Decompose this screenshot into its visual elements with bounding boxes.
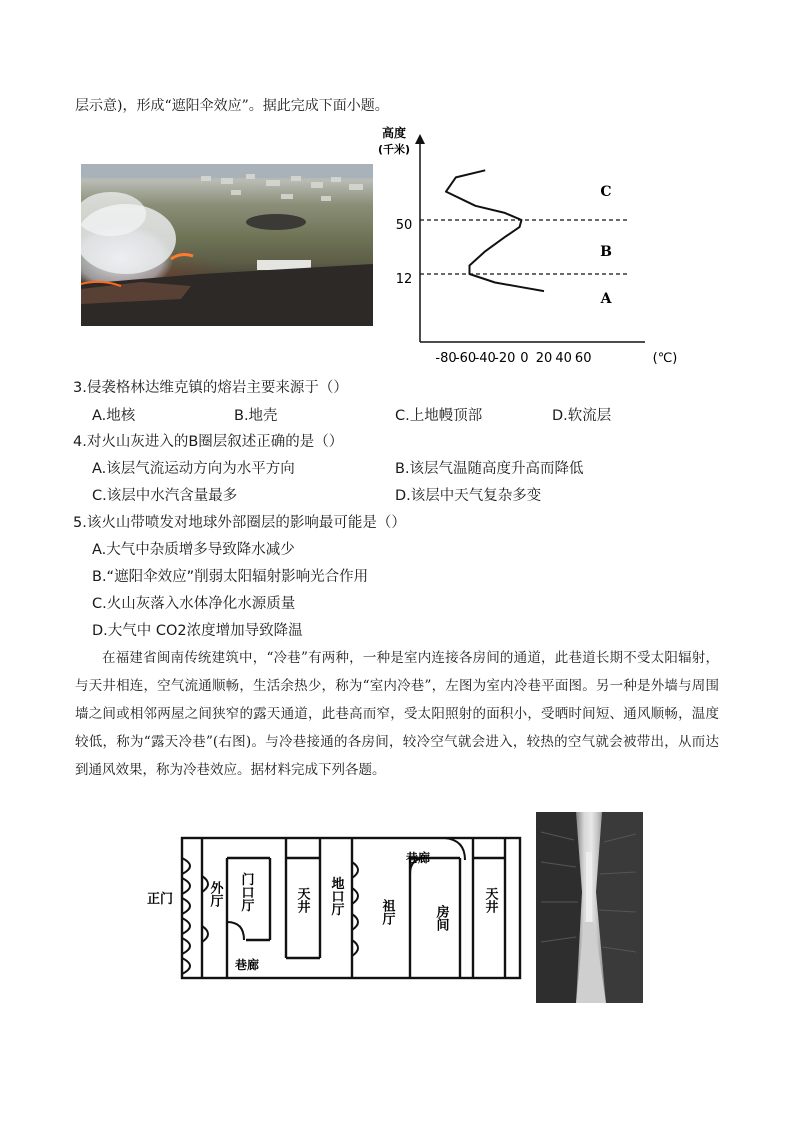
temperature-curve xyxy=(446,170,544,291)
question-4-option-d[interactable]: D.该层中天气复杂多变 xyxy=(395,488,542,504)
question-3-option-c[interactable]: C.上地幔顶部 xyxy=(395,408,483,424)
x-tick-label: 20 xyxy=(535,351,553,366)
y-tick-12: 12 xyxy=(395,272,413,287)
y-tick-50: 50 xyxy=(395,218,413,233)
label-room: 房间 xyxy=(433,905,449,931)
x-tick-label: 0 xyxy=(520,351,529,366)
x-tick-label: -20 xyxy=(494,351,516,366)
passage-text: 在福建省闽南传统建筑中，“冷巷”有两种，一种是室内连接各房间的通道，此巷道长期不受太阳辐射，与天井相连，空气流通顺畅，生活余热少，称为“室内冷巷”，左图为室内冷巷平面图。另一种是外墙与周围墙之间或相邻两屋之间狭窄的露天通道，此巷高而窄，受太阳照射的面积小，受晒时间短、通风顺畅，温度较低，称为“露天冷巷”(右图)。与冷巷接通的各房间，较冷空气就会进入，较热的空气就会被带出，从而达到通风效果，称为冷巷效应。据材料完成下列各题。 xyxy=(75,650,719,778)
layer-label-b: B xyxy=(600,244,612,260)
question-5-option-b[interactable]: B.“遮阳伞效应”削弱太阳辐射影响光合作用 xyxy=(92,569,369,585)
label-outer-hall: 外厅 xyxy=(207,881,223,907)
x-tick-label: 60 xyxy=(574,351,592,366)
label-main-gate: 正门 xyxy=(146,892,174,907)
question-5-stem: 5.该火山带喷发对地球外部圈层的影响最可能是（） xyxy=(73,515,406,531)
layer-label-a: A xyxy=(600,291,612,307)
question-4-option-c[interactable]: C.该层中水汽含量最多 xyxy=(92,488,238,504)
x-tick-label: -40 xyxy=(474,351,496,366)
label-courtyard-2: 天井 xyxy=(482,887,498,913)
question-5-option-d[interactable]: D.大气中 CO2浓度增加导致降温 xyxy=(92,623,303,639)
layer-label-c: C xyxy=(600,184,612,200)
y-axis-label: 高度 xyxy=(381,126,407,140)
label-ground-hall: 地口厅 xyxy=(328,876,344,916)
label-courtyard-1: 天井 xyxy=(294,887,310,913)
y-axis-arrow-icon xyxy=(415,134,425,144)
question-5-option-c[interactable]: C.火山灰落入水体净化水源质量 xyxy=(92,596,296,612)
x-tick-label: 40 xyxy=(555,351,572,366)
passage xyxy=(75,644,719,784)
x-tick-label: -60 xyxy=(454,351,477,366)
intro-line: 层示意)，形成“遮阳伞效应”。据此完成下面小题。 xyxy=(75,98,389,114)
label-corridor-bottom: 巷廊 xyxy=(234,958,260,972)
y-axis-unit: (千米) xyxy=(377,143,411,156)
question-3-option-b[interactable]: B.地壳 xyxy=(234,408,278,424)
label-ancestral-hall: 祖厅 xyxy=(379,899,395,925)
question-3-option-d[interactable]: D.软流层 xyxy=(552,408,612,424)
label-gate-hall: 门口厅 xyxy=(238,872,254,912)
question-4-stem: 4.对火山灰进入的B圈层叙述正确的是（） xyxy=(73,434,344,450)
cold-alley-floorplan xyxy=(140,830,525,985)
open-air-cold-alley-photo xyxy=(536,812,643,1003)
question-3-stem: 3.侵袭格林达维克镇的熔岩主要来源于（） xyxy=(73,380,348,396)
question-3-option-a[interactable]: A.地核 xyxy=(92,408,136,424)
volcano-lava-photo xyxy=(81,164,373,326)
x-tick-labels xyxy=(435,351,591,366)
label-corridor-top: 巷廊 xyxy=(405,851,431,865)
question-5-option-a[interactable]: A.大气中杂质增多导致降水减少 xyxy=(92,542,295,558)
x-tick-label: -80 xyxy=(435,351,457,366)
x-axis-unit: (℃) xyxy=(652,351,678,366)
question-4-option-a[interactable]: A.该层气流运动方向为水平方向 xyxy=(92,461,295,477)
question-4-option-b[interactable]: B.该层气温随高度升高而降低 xyxy=(395,461,584,477)
atmosphere-temperature-chart xyxy=(360,120,700,370)
